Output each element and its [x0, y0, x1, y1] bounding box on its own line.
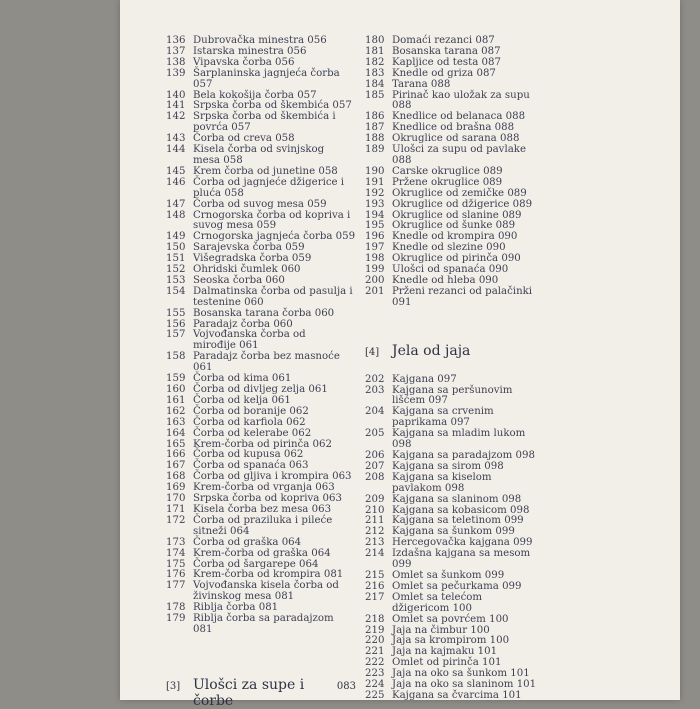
- entry-text: Crnogorska jagnjeća čorba 059: [193, 231, 356, 243]
- entry-number: 182: [365, 56, 385, 68]
- entry-text: Knedle od hleba 090: [392, 274, 499, 286]
- entry-text: Knedlice od belanaca 088: [392, 111, 526, 123]
- entry-text: Krem-čorba od pirinča 062: [193, 438, 332, 450]
- entry-number: 179: [166, 613, 186, 625]
- entry-text: Kajgana 097: [392, 373, 457, 385]
- entry-text: Paradajz čorba bez masnoće 061: [193, 351, 340, 374]
- entry-text: Čorba od divljeg zelja 061: [193, 384, 328, 395]
- toc-entry: [166, 69, 356, 91]
- entry-number: 203: [365, 384, 385, 396]
- entry-text: Istarska minestra 056: [193, 45, 307, 57]
- entry-number: 183: [365, 67, 385, 79]
- entry-number: 169: [166, 482, 186, 494]
- toc-entry: [166, 112, 356, 134]
- entry-text: Šarplaninska jagnjeća čorba 057: [193, 67, 340, 90]
- toc-entry: [365, 145, 545, 167]
- entry-number: 208: [365, 471, 385, 483]
- entry-text: Okruglice od džigerice 089: [392, 198, 533, 210]
- left-entry-list: [166, 36, 356, 636]
- entry-text: Okruglice od pirinča 090: [392, 253, 521, 265]
- entry-text: Sarajevska čorba 059: [193, 242, 305, 254]
- entry-text: Krem-čorba od vrganja 063: [193, 482, 335, 494]
- entry-text: Vojvođanska kisela čorba od živinskog mesa 081: [193, 580, 339, 603]
- section-heading-3: [166, 676, 356, 709]
- entry-text: Krem-čorba od krompira 081: [193, 569, 344, 581]
- entry-number: 151: [166, 253, 186, 265]
- toc-entry: [365, 407, 545, 429]
- entry-text: Okruglice od slanine 089: [392, 209, 522, 221]
- toc-entry: [365, 615, 545, 626]
- toc-entry: [166, 418, 356, 429]
- section-number: [3]: [166, 680, 181, 692]
- entry-text: Čorba od jagnjeće džigerice i pluća 058: [193, 176, 345, 199]
- entry-text: Paradajz čorba 060: [193, 318, 293, 330]
- entry-number: 211: [365, 515, 385, 527]
- entry-number: 146: [166, 176, 186, 188]
- entry-number: 220: [365, 635, 385, 647]
- entry-number: 150: [166, 242, 186, 254]
- entry-number: 215: [365, 569, 385, 581]
- entry-text: Domaći rezanci 087: [392, 35, 495, 46]
- entry-number: 154: [166, 285, 186, 297]
- toc-entry: [166, 211, 356, 233]
- entry-text: Kajgana sa kiselom pavlakom 098: [392, 471, 492, 494]
- entry-number: 175: [166, 558, 186, 570]
- toc-entry: [365, 691, 545, 702]
- entry-number: 163: [166, 416, 186, 428]
- entry-number: 145: [166, 165, 186, 177]
- toc-entry: [166, 145, 356, 167]
- entry-text: Kajgana sa sirom 098: [392, 460, 504, 472]
- entry-text: Čorba od boranije 062: [193, 405, 309, 417]
- toc-entry: [365, 189, 545, 200]
- entry-text: Knedlice od brašna 088: [392, 122, 515, 134]
- toc-entry: [166, 429, 356, 440]
- entry-text: Okruglice od zemičke 089: [392, 187, 527, 199]
- entry-text: Dalmatinska čorba od pasulja i testenine 060: [193, 285, 353, 308]
- entry-text: Knedle od griza 087: [392, 67, 496, 79]
- entry-number: 152: [166, 264, 186, 276]
- entry-text: Vojvođanska čorba od mirođije 061: [193, 329, 306, 352]
- entry-text: Carske okruglice 089: [392, 165, 503, 177]
- entry-text: Kapljice od testa 087: [392, 56, 501, 68]
- entry-number: 199: [365, 264, 385, 276]
- entry-number: 160: [166, 384, 186, 395]
- entry-number: 165: [166, 438, 186, 450]
- entry-text: Krem čorba od junetine 058: [193, 165, 338, 177]
- entry-text: Kajgana sa kobasicom 098: [392, 504, 530, 516]
- entry-text: Bosanska tarana 087: [392, 45, 501, 57]
- entry-text: Omlet sa šunkom 099: [392, 569, 505, 581]
- entry-text: Kajgana sa slaninom 098: [392, 493, 522, 505]
- entry-number: 188: [365, 133, 385, 145]
- entry-number: 189: [365, 144, 385, 156]
- section-heading-4: [365, 343, 545, 365]
- entry-number: 153: [166, 274, 186, 286]
- entry-text: Čorba od kupusa 062: [193, 449, 304, 461]
- toc-entry: [365, 549, 545, 571]
- toc-entry: [365, 495, 545, 506]
- entry-text: Omlet od pirinča 101: [392, 657, 502, 669]
- toc-entry: [365, 80, 545, 91]
- section-title: Ulošci za supe i čorbe: [193, 676, 305, 709]
- right-entry-list-top: [365, 36, 545, 309]
- entry-number: 186: [365, 111, 385, 123]
- entry-number: 223: [365, 668, 385, 680]
- entry-text: Srpska čorba od škembića i povrća 057: [193, 111, 336, 134]
- section-number: [4]: [365, 346, 380, 358]
- toc-entry: [365, 200, 545, 211]
- entry-number: 222: [365, 657, 385, 669]
- entry-number: 168: [166, 471, 186, 483]
- entry-number: 148: [166, 209, 186, 221]
- entry-text: Prženi rezanci od palačinki 091: [392, 285, 533, 308]
- entry-number: 205: [365, 428, 385, 440]
- toc-entry: [365, 375, 545, 386]
- entry-number: 136: [166, 35, 186, 46]
- toc-entry: [166, 200, 356, 211]
- toc-entry: [365, 287, 545, 309]
- toc-entry: [166, 581, 356, 603]
- right-entry-list-bottom: [365, 375, 545, 702]
- toc-entry: [166, 330, 356, 352]
- entry-text: Čorba od karfiola 062: [193, 416, 306, 428]
- entry-number: 213: [365, 537, 385, 549]
- entry-number: 212: [365, 526, 385, 538]
- entry-text: Kisela čorba bez mesa 063: [193, 503, 332, 515]
- entry-number: 187: [365, 122, 385, 134]
- entry-text: Tarana 088: [392, 78, 451, 90]
- toc-entry: [365, 593, 545, 615]
- toc-entry: [365, 429, 545, 451]
- entry-number: 142: [166, 111, 186, 123]
- entry-text: Omlet sa povrćem 100: [392, 613, 509, 625]
- entry-text: Kajgana sa paradajzom 098: [392, 450, 535, 461]
- entry-number: 209: [365, 493, 385, 505]
- entry-number: 206: [365, 450, 385, 461]
- entry-number: 156: [166, 318, 186, 330]
- entry-text: Pirinač kao uložak za supu 088: [392, 89, 530, 112]
- entry-number: 216: [365, 580, 385, 592]
- toc-entry: [166, 549, 356, 560]
- entry-text: Srpska čorba od kopriva 063: [193, 493, 342, 505]
- entry-number: 140: [166, 89, 186, 101]
- toc-entry: [166, 614, 356, 636]
- entry-text: Kajgana sa šunkom 099: [392, 526, 515, 538]
- entry-text: Riblja čorba sa paradajzom 081: [193, 613, 334, 635]
- entry-number: 219: [365, 624, 385, 636]
- entry-number: 193: [365, 198, 385, 210]
- entry-number: 191: [365, 176, 385, 188]
- entry-number: 170: [166, 493, 186, 505]
- entry-text: Čorba od praziluka i pileće sitneži 064: [193, 514, 333, 537]
- toc-entry: [365, 473, 545, 495]
- toc-entry: [365, 386, 545, 408]
- entry-number: 141: [166, 100, 186, 112]
- entry-text: Višegradska čorba 059: [193, 253, 312, 265]
- entry-number: 178: [166, 602, 186, 614]
- entry-text: Čorba od creva 058: [193, 133, 295, 145]
- entry-text: Jaja sa krompirom 100: [392, 635, 510, 647]
- entry-text: Okruglice od šunke 089: [392, 220, 516, 232]
- entry-number: 180: [365, 35, 385, 46]
- entry-number: 192: [365, 187, 385, 199]
- entry-number: 224: [365, 679, 385, 691]
- entry-number: 214: [365, 548, 385, 560]
- entry-number: 184: [365, 78, 385, 90]
- entry-text: Jaja na oko sa slaninom 101: [392, 679, 537, 691]
- entry-number: 171: [166, 503, 186, 515]
- right-column: [365, 36, 545, 702]
- book-page: [120, 0, 680, 709]
- entry-number: 157: [166, 329, 186, 341]
- entry-text: Čorba od kima 061: [193, 373, 292, 385]
- entry-text: Krem-čorba od graška 064: [193, 547, 331, 559]
- entry-number: 196: [365, 231, 385, 243]
- entry-text: Čorba od spanaća 063: [193, 460, 309, 472]
- entry-number: 177: [166, 580, 186, 592]
- entry-text: Čorba od šargarepe 064: [193, 558, 319, 570]
- entry-number: 217: [365, 591, 385, 603]
- entry-number: 161: [166, 394, 186, 406]
- entry-number: 162: [166, 405, 186, 417]
- entry-text: Dubrovačka minestra 056: [193, 35, 327, 46]
- entry-number: 204: [365, 406, 385, 418]
- toc-entry: [166, 516, 356, 538]
- entry-number: 166: [166, 449, 186, 461]
- entry-text: Čorba od kelerabe 062: [193, 427, 312, 439]
- entry-number: 201: [365, 285, 385, 297]
- entry-text: Kajgana sa mladim lukom 098: [392, 428, 526, 451]
- entry-number: 210: [365, 504, 385, 516]
- entry-number: 173: [166, 536, 186, 548]
- toc-entry: [166, 352, 356, 374]
- entry-number: 225: [365, 689, 385, 701]
- section-title: Jela od jaja: [392, 342, 471, 359]
- entry-text: Čorba od graška 064: [193, 536, 302, 548]
- toc-entry: [166, 178, 356, 200]
- entry-text: Knedle od krompira 090: [392, 231, 518, 243]
- entry-number: 185: [365, 89, 385, 101]
- entry-text: Vipavska čorba 056: [193, 56, 295, 68]
- entry-text: Pržene okruglice 089: [392, 176, 503, 188]
- entry-text: Knedle od slezine 090: [392, 242, 506, 254]
- entry-text: Čorba od kelja 061: [193, 394, 291, 406]
- entry-number: 195: [365, 220, 385, 232]
- entry-number: 149: [166, 231, 186, 243]
- entry-text: Kajgana sa crvenim paprikama 097: [392, 406, 494, 429]
- entry-text: Jaja na kajmaku 101: [392, 646, 498, 658]
- toc-entry: [166, 538, 356, 549]
- entry-text: Kisela čorba od svinjskog mesa 058: [193, 144, 325, 166]
- entry-text: Srpska čorba od škembića 057: [193, 100, 352, 112]
- entry-text: Čorba od gljiva i krompira 063: [193, 471, 352, 483]
- entry-text: Crnogorska čorba od kopriva i suvog mesa 059: [193, 209, 351, 232]
- left-column: [166, 35, 356, 709]
- entry-text: Kajgana sa peršunovim lišćem 097: [392, 384, 513, 407]
- entry-text: Ulošci od spanaća 090: [392, 264, 509, 276]
- section-page: 083: [336, 680, 356, 692]
- entry-number: 139: [166, 67, 186, 79]
- entry-text: Izdašna kajgana sa mesom 099: [392, 548, 531, 571]
- entry-number: 218: [365, 613, 385, 625]
- entry-number: 181: [365, 45, 385, 57]
- entry-number: 143: [166, 133, 186, 145]
- entry-number: 137: [166, 45, 186, 57]
- entry-number: 202: [365, 373, 385, 385]
- toc-entry: [166, 309, 356, 320]
- entry-text: Riblja čorba 081: [193, 602, 279, 614]
- entry-number: 190: [365, 165, 385, 177]
- entry-text: Ohridski čumlek 060: [193, 264, 301, 276]
- entry-number: 207: [365, 460, 385, 472]
- entry-number: 155: [166, 307, 186, 319]
- entry-text: Ulošci za supu od pavlake 088: [392, 144, 526, 166]
- entry-text: Bela kokošija čorba 057: [193, 89, 317, 101]
- toc-entry: [166, 287, 356, 309]
- entry-text: Omlet sa pečurkama 099: [392, 580, 522, 592]
- entry-number: 221: [365, 646, 385, 658]
- entry-text: Hercegovačka kajgana 099: [392, 537, 533, 549]
- entry-text: Jaja na oko sa šunkom 101: [392, 668, 530, 680]
- entry-number: 159: [166, 373, 186, 385]
- entry-number: 144: [166, 144, 186, 156]
- entry-number: 198: [365, 253, 385, 265]
- entry-number: 197: [365, 242, 385, 254]
- entry-text: Bosanska tarana čorba 060: [193, 307, 335, 319]
- entry-number: 167: [166, 460, 186, 472]
- entry-text: Seoska čorba 060: [193, 274, 285, 286]
- entry-number: 138: [166, 56, 186, 68]
- entry-number: 164: [166, 427, 186, 439]
- entry-number: 176: [166, 569, 186, 581]
- entry-text: Kajgana sa čvarcima 101: [392, 689, 522, 701]
- entry-text: Jaja na čimbur 100: [392, 624, 490, 636]
- toc-entry: [365, 69, 545, 80]
- entry-number: 147: [166, 198, 186, 210]
- entry-number: 172: [166, 514, 186, 526]
- entry-number: 194: [365, 209, 385, 221]
- entry-text: Okruglice od sarana 088: [392, 133, 520, 145]
- entry-text: Čorba od suvog mesa 059: [193, 198, 327, 210]
- entry-number: 200: [365, 274, 385, 286]
- entry-number: 174: [166, 547, 186, 559]
- entry-text: Kajgana sa teletinom 099: [392, 515, 524, 527]
- toc-entry: [365, 91, 545, 113]
- entry-number: 158: [166, 351, 186, 363]
- entry-text: Omlet sa telećom džigericom 100: [392, 591, 483, 614]
